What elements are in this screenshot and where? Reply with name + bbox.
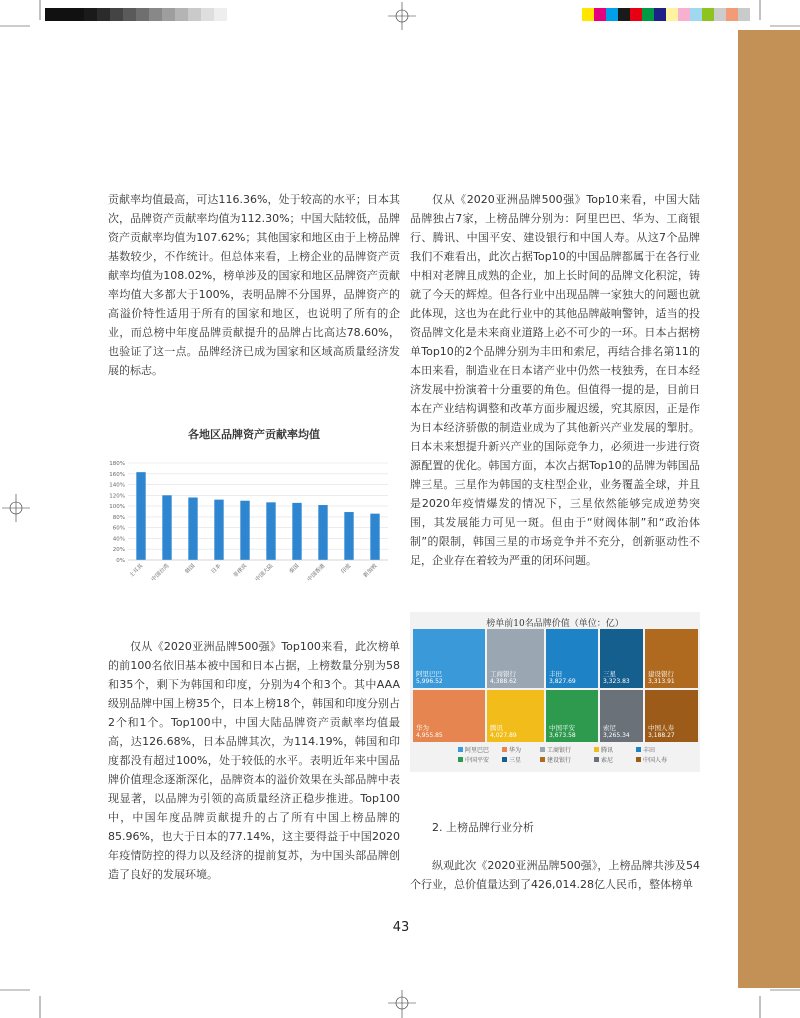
x-tick-label: 泰国 [288,563,301,576]
x-tick-label: 中国台湾 [150,563,171,583]
y-tick-label: 180% [109,461,125,467]
paragraph: 纵观此次《2020亚洲品牌500强》，上榜品牌共涉及54个行业，总价值量达到了426,014.28亿人民币，整体榜单 [410,859,700,891]
section-heading: 2. 上榜品牌行业分析 [432,821,534,834]
legend-item [540,745,571,754]
legend-swatch [502,757,507,762]
y-tick-label: 80% [112,514,125,521]
legend-label: 工商银行 [547,747,572,754]
bar [370,514,379,560]
page-number: 43 [392,920,410,935]
paragraph: 仅从《2020亚洲品牌500强》Top100来看，此次榜单的前100名依旧基本被中国和日本占据，上榜数量分别为58和35个，剩下为韩国和印度，分别为4个和3个。其中AAA级别品牌中国上榜35个，日本上榜18个，韩国和印度分别占2个和1个。Top100中，中国大陆品牌资产贡献率均值最高，达126.68%，日本品牌其次，为114.19%，韩国和印度都没有超过100%，处于较低的水平。表明近年来中国品牌价值理念逐渐深化，品牌资本的溢价效果在头部品牌中表现显著，以品牌为引领的高质量经济正稳步推进。Top100中，中国年度品牌贡献提升的占了所有中国上榜品牌的85.96%，也大于日本的77.14%，这主要得益于中国2020年疫情防控的得力以及经济的提前复苏，为中国头部品牌创造了良好的发展环境。 [108,640,400,881]
tile-value: 3,323.83 [603,678,630,685]
bar [266,502,275,560]
x-tick-label: 印度 [340,563,353,576]
color-calibration-bar [582,8,750,21]
x-tick-label: 土耳其 [128,563,145,580]
treemap-tile [600,629,643,688]
x-tick-label: 中国大陆 [254,563,275,583]
tile-name: 三星 [603,670,616,678]
tile-name: 工商银行 [490,670,516,678]
tile-value: 4,388.62 [490,678,517,685]
y-tick-label: 0% [116,558,125,564]
tile-value: 5,996.52 [416,678,443,685]
legend-item [636,745,655,754]
tile-name: 阿里巴巴 [416,670,442,678]
y-tick-label: 120% [109,493,125,500]
x-tick-label: 韩国 [184,563,197,576]
treemap-tile [546,629,598,688]
right-column-top-text [410,190,700,570]
tile-value: 3,188.27 [648,732,675,739]
legend-swatch [540,747,545,752]
legend-label: 阿里巴巴 [465,747,490,754]
x-tick-label: 日本 [210,563,223,576]
legend-label: 索尼 [601,757,614,764]
tile-name: 腾讯 [490,724,503,732]
treemap-tile [645,629,698,688]
treemap-tile [413,629,485,688]
legend-label: 中国人寿 [643,757,668,764]
bar [188,497,197,560]
bar-chart [108,446,400,616]
x-tick-label: 菲律宾 [232,563,249,580]
right-column-bottom-text [410,818,700,894]
tile-value: 4,955.85 [416,732,443,739]
legend-swatch [636,757,641,762]
legend-swatch [502,747,507,752]
treemap-tile [600,690,643,742]
treemap-chart [410,612,700,772]
legend-swatch [594,747,599,752]
legend-item [594,755,613,764]
bar [292,503,301,560]
legend-label: 中国平安 [465,757,490,764]
x-tick-label: 中国香港 [306,563,327,583]
tile-value: 3,313.91 [648,678,675,685]
bar [162,495,171,560]
tile-name: 索尼 [603,724,616,732]
y-tick-label: 40% [112,536,125,543]
legend-label: 华为 [509,747,522,754]
tile-name: 建设银行 [648,670,674,678]
legend-item [502,745,521,754]
legend-swatch [458,757,463,762]
y-tick-label: 20% [112,547,125,554]
paragraph: 仅从《2020亚洲品牌500强》Top10来看，中国大陆品牌独占7家，上榜品牌分别为：阿里巴巴、华为、工商银行、腾讯、中国平安、建设银行和中国人寿。从这7个品牌我们不难看出，此次占据Top10的中国品牌都属于在各行业中相对老牌且成熟的企业，加上长时间的品牌文化积淀，铸就了今天的辉煌。但各行业中出现品牌一家独大的问题也就此体现，这也为在此行业中的其他品牌敲响警钟，适当的投资品牌文化是未来商业道路上必不可少的一环。日本占据榜单Top10的2个品牌分别为丰田和索尼，再结合排名第11的本田来看，制造业在日本诸产业中仍然一枝独秀，在日本经济发展中扮演着十分重要的角色。但值得一提的是，目前日本在产业结构调整和改革方面步履迟缓，究其原因，正是作为日本经济骄傲的制造业成为了其他新兴产业发展的掣肘。日本未来想提升新兴产业的国际竞争力，必须进一步进行资源配置的优化。韩国方面，本次占据Top10的品牌为韩国品牌三星。三星作为韩国的支柱型企业，业务覆盖全球，并且是2020年疫情爆发的情况下，三星依然能够完成逆势突围，其发展能力可见一斑。但由于“财阀体制”和“政治体制”的限制，韩国三星的市场竞争并不充分，创新驱动性不足，企业存在着较为严重的闭环问题。 [410,193,700,567]
left-column-bottom-text [108,637,400,884]
y-tick-label: 140% [109,482,125,489]
tile-value: 3,265.34 [603,732,630,739]
bar [318,505,327,560]
y-tick-label: 60% [112,525,125,532]
greyscale-calibration-bar [45,8,227,21]
legend-item [540,755,571,764]
legend-swatch [540,757,545,762]
treemap-tile [645,690,698,742]
treemap-title: 榜单前10名品牌价值（单位：亿） [486,619,624,629]
legend-item [594,745,613,754]
bar-chart-title: 各地区品牌资产贡献率均值 [188,428,320,441]
paragraph: 贡献率均值最高，可达116.36%，处于较高的水平；日本其次，品牌资产贡献率均值为112.30%；中国大陆较低，品牌资产贡献率均值为107.62%；其他国家和地区由于上榜品牌基数较少，不作统计。但总体来看，上榜企业的品牌资产贡献率均值为108.02%，榜单涉及的国家和地区品牌资产贡献率均值大多都大于100%，表明品牌不分国界，品牌资产的高溢价特性适用于所有的国家和地区，也说明了所有的企业，而总榜中年度品牌贡献提升的品牌占比高达78.60%，也验证了这一点。品牌经济已成为国家和区域高质量经济发展的标志。 [108,193,400,377]
tile-name: 中国平安 [549,724,575,732]
tile-value: 3,673.58 [549,732,576,739]
tile-name: 中国人寿 [648,724,674,732]
treemap-tile [413,690,485,742]
tile-name: 华为 [416,724,429,732]
legend-item [636,755,667,764]
legend-label: 丰田 [643,747,656,754]
tile-name: 丰田 [549,670,562,678]
y-tick-label: 100% [109,504,125,511]
legend-item [502,755,521,764]
legend-swatch [458,747,463,752]
legend-label: 腾讯 [601,747,614,754]
bar [136,472,145,560]
treemap-tile [546,690,598,742]
bar [214,500,223,560]
tile-value: 3,827.69 [549,678,576,685]
bar [240,501,249,560]
treemap-tile [487,690,544,742]
bar [344,512,353,560]
tile-value: 4,027.89 [490,732,517,739]
legend-item [458,745,489,754]
left-column-top-text [108,190,400,380]
legend-item [458,755,489,764]
treemap-tile [487,629,544,688]
y-tick-label: 160% [109,471,125,478]
legend-label: 建设银行 [547,757,572,764]
legend-swatch [636,747,641,752]
legend-label: 三星 [509,757,522,764]
legend-swatch [594,757,599,762]
side-tab-strip [738,30,800,988]
x-tick-label: 新加坡 [362,563,379,580]
